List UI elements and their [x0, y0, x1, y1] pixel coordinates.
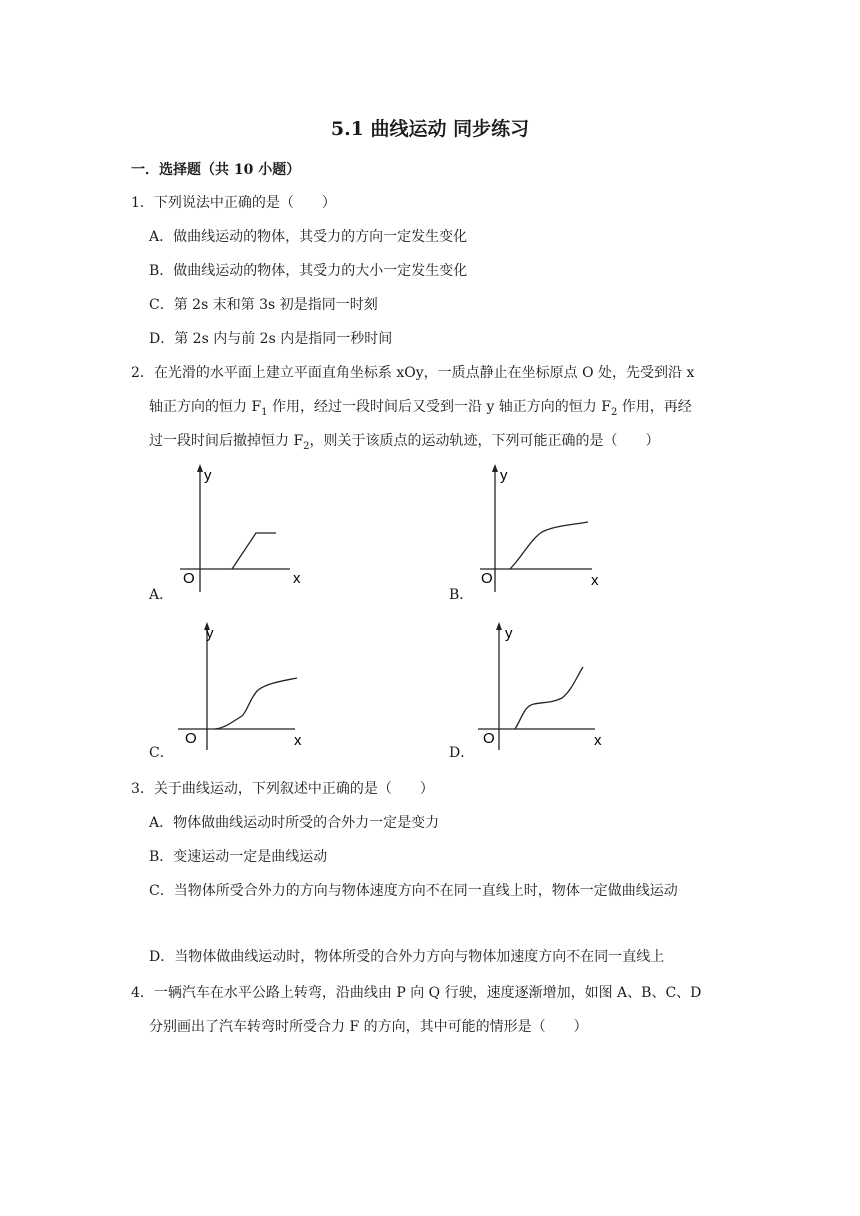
origin-label: O: [481, 570, 493, 587]
graph-c: [170, 618, 310, 753]
origin-label: O: [183, 570, 195, 587]
x-axis-label: x: [293, 570, 301, 587]
question-2-stem-line-3: 过一段时间后撤掉恒力 $F_2$，则关于该质点的运动轨迹，下列可能正确的是（ ）: [149, 433, 660, 452]
y-axis-arrow: [197, 464, 203, 472]
y-axis-arrow: [492, 464, 498, 472]
y-axis-label: y: [500, 467, 508, 484]
question-2-stem-line-2: 轴正方向的恒力 $F_1$ 作用，经过一段时间后又受到一沿 y 轴正方向的恒力 $F_2$ 作用，再经: [149, 399, 692, 418]
graph-option-d-label: D．: [449, 745, 475, 761]
x-axis-label: x: [294, 732, 302, 749]
graph-option-a-label: A．: [149, 587, 174, 603]
trajectory: [510, 522, 588, 569]
graph-option-b-label: B．: [449, 587, 474, 603]
y-axis-label: y: [505, 625, 513, 642]
question-3-option-d: D．当物体做曲线运动时，物体所受的合外力方向与物体加速度方向不在同一直线上: [149, 949, 665, 965]
graph-d: [470, 618, 610, 753]
question-1-stem: 1．下列说法中正确的是（ ）: [131, 195, 336, 211]
origin-label: O: [483, 730, 495, 747]
y-axis-arrow: [496, 622, 502, 630]
question-1-option-a: A．做曲线运动的物体，其受力的方向一定发生变化: [149, 229, 468, 245]
question-3-option-a: A．物体做曲线运动时所受的合外力一定是变力: [149, 815, 440, 831]
question-3-stem: 3．关于曲线运动，下列叙述中正确的是（ ）: [131, 781, 434, 797]
question-3-option-b: B．变速运动一定是曲线运动: [149, 849, 328, 865]
section-heading: 一．选择题（共 10 小题）: [131, 162, 301, 178]
question-3-option-c: C．当物体所受合外力的方向与物体速度方向不在同一直线上时，物体一定做曲线运动: [149, 883, 678, 899]
x-axis-label: x: [594, 732, 602, 749]
trajectory: [515, 667, 583, 729]
graph-b: [470, 462, 610, 597]
graph-option-c-label: C．: [149, 745, 174, 761]
page-title: 5.1 曲线运动 同步练习: [330, 118, 530, 140]
y-axis-label: y: [206, 625, 214, 642]
trajectory: [232, 533, 276, 569]
question-1-option-b: B．做曲线运动的物体，其受力的大小一定发生变化: [149, 263, 468, 279]
x-axis-label: x: [591, 572, 599, 589]
trajectory: [215, 678, 297, 729]
question-4-stem-line-2: 分别画出了汽车转弯时所受合力 F 的方向，其中可能的情形是（ ）: [149, 1019, 588, 1035]
origin-label: O: [185, 730, 197, 747]
y-axis-label: y: [204, 467, 212, 484]
question-1-option-d: D．第 2s 内与前 2s 内是指同一秒时间: [149, 331, 393, 347]
graph-a: [170, 462, 310, 597]
question-1-option-c: C．第 2s 末和第 3s 初是指同一时刻: [149, 297, 378, 313]
question-2-stem-line-1: 2．在光滑的水平面上建立平面直角坐标系 xOy，一质点静止在坐标原点 O 处，先受到沿 x: [131, 365, 695, 381]
question-4-stem-line-1: 4．一辆汽车在水平公路上转弯，沿曲线由 P 向 Q 行驶，速度逐渐增加，如图 A、B、C、D: [131, 985, 702, 1001]
